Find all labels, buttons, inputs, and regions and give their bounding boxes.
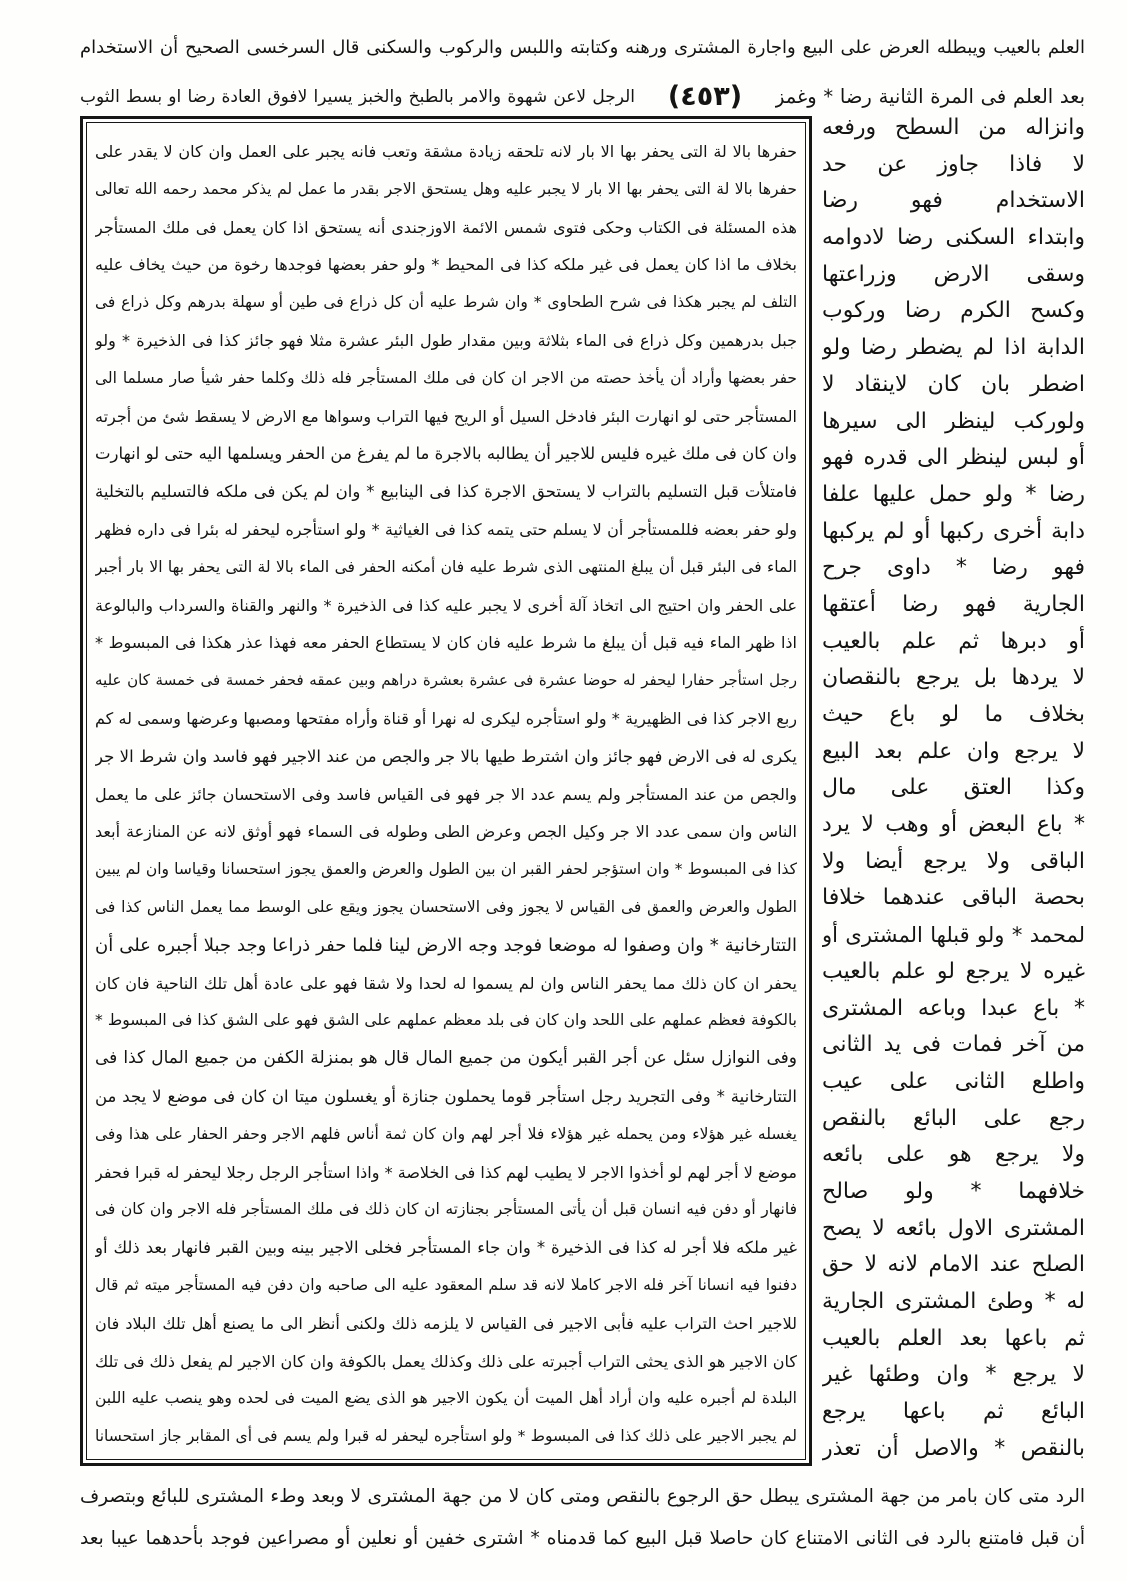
- main-text-line: التتارخانية * وفى التجريد رجل استأجر قوما يحملون جنازة أو يغسلون ميتا ان كان فى موضع لا يجد من: [95, 1086, 797, 1106]
- margin-text-line: أو لبس لينظر الى قدره فهو: [822, 445, 1085, 471]
- main-text-line: الطول والعرض والعمق فى القياس لا يجوز وفى الاستحسان يجوز ويقع على الوسط مما يعمل الناس كذا فى: [95, 897, 797, 916]
- main-text-line: التلف لم يجبر هكذا فى شرح الطحاوى * وان شرط عليه أن كل ذراع فى طين أو سهلة بدرهم وكل ذراع فى: [95, 293, 797, 312]
- main-text-line: رجل استأجر حفارا ليحفر له حوضا عشرة فى عشرة بعشرة دراهم وبين عمقه فحفر خمسة فى خمسة كان عليه: [95, 671, 797, 690]
- main-text-line: فامتلأت قبل التسليم بالتراب لا يستحق الاجرة كذا فى الينابيع * وان لم يكن فى ملكه فالتسليم بالتخلية: [95, 482, 797, 502]
- main-text-body: [95, 133, 797, 1456]
- margin-text-line: الجارية فهو رضا أعتقها: [822, 591, 1085, 617]
- main-text-line: موضع لا أجر لهم لو أخذوا الاجر لا يطيب لهم كذا فى الخلاصة * واذا استأجر الرجل رجلا ليحفر له قبرا فحفر: [95, 1162, 797, 1182]
- margin-text-line: وكذا العتق على مال: [822, 775, 1085, 801]
- main-text-line: وان كان فى ملك غيره فليس للاجير أن يطالبه بالاجرة ما لم يفرغ من الحفر ويسلمها اليه حتى لو انهارت: [95, 444, 797, 464]
- margin-text-line: وانزاله من السطح ورفعه: [822, 115, 1085, 140]
- header-line: العلم بالعيب ويبطله العرض على البيع واجارة المشترى ورهنه وكتابته واللبس والركوب والسكنى قال السرخسى الصحيح أن الاستخدام: [80, 37, 1085, 58]
- margin-text-line: الاستخدام فهو رضا: [822, 188, 1085, 214]
- margin-text-line: ولا يرجع هو على بائعه: [822, 1142, 1085, 1168]
- margin-text-line: بالنقص * والاصل أن تعذر: [822, 1435, 1085, 1461]
- margin-text-line: أو دبرها ثم علم بالعيب: [822, 628, 1085, 654]
- main-text-line: يحفر ان كان ذلك مما يحفر الناس وان لم يسموا له لحدا ولا شقا فهو على عادة أهل تلك الناحية فان كان: [95, 973, 797, 993]
- footer-line: أن قبل فامتنع بالرد فى الثانى الامتناع كان حاصلا قبل البيع كما قدمناه * اشترى خفين أو نعلين أو مصراعين فوجد بأحدهما عيبا بعد: [80, 1528, 1085, 1549]
- main-text-line: يغسله غير هؤلاء ومن يحمله غير هؤلاء فلا أجر لهم وان كان ثمة أناس فلهم الاجر وحفر الحفار على هذا وفى: [95, 1124, 797, 1143]
- margin-text-line: دابة أخرى ركبها أو لم يركبها: [822, 518, 1085, 544]
- margin-text-line: الصلح عند الامام لانه لا حق: [822, 1252, 1085, 1278]
- margin-text-line: * باع البعض أو وهب لا يرد: [822, 812, 1085, 838]
- main-text-line: البلدة لم أجبره عليه وان أراد أهل الميت أن يكون الاجير هو الذى يضع الميت فى لحده وهو ينصب عليه اللبن: [95, 1389, 797, 1408]
- main-text-line: والجص من عند المستأجر ولم يسم عدد الا جر فهو فى القياس فاسد وفى الاستحسان جائز على ما يعمل: [95, 784, 797, 804]
- margin-text-line: فهو رضا * داوى جرح: [822, 555, 1085, 581]
- main-text-line: كان الاجير هو الذى يحثى التراب أجبرته على ذلك وكذلك يعمل بالكوفة وان كان الاجير لم يفعل ذلك فى تلك: [95, 1351, 797, 1371]
- main-text-line: حفر بعضها وأراد أن يأخذ حصته من الاجر ان كان فى ملك المستأجر فله ذلك وكلما حفر شيأ صار مسلما الى: [95, 368, 797, 387]
- main-text-line: حفرها بالا لة التى يحفر بها الا بار لانه تلحقه زيادة مشقة وتعب فانه يجبر على العمل وان كان لا يقدر على: [95, 142, 797, 161]
- main-text-line: دفنوا فيه انسانا آخر فله الاجر كاملا لانه قد سلم المعقود عليه الى صاحبه وان دفن فيه المستأجر ميته ثم قال: [95, 1275, 797, 1294]
- main-text-line: ربع الاجر كذا فى الظهيرية * ولو استأجره ليكرى له نهرا أو قناة وأراه مفتحها ومصبها وعرضها وسمى له كم: [95, 708, 797, 728]
- main-text-line: التتارخانية * وان وصفوا له موضعا فوجد وجه الارض لينا فلما حفر ذراعا وجد جبلا أجبره على أن: [95, 934, 797, 956]
- margin-text-line: الدابة اذا لم يضطر رضا ولو: [822, 335, 1085, 361]
- main-text-line: لم يجبر الاجير على ذلك كذا فى المبسوط * ولو استأجره ليحفر له قبرا ولم يسم فى أى المقابر جاز استحسانا: [95, 1427, 797, 1446]
- margin-text-line: لا يرجع وان علم بعد البيع: [822, 738, 1085, 764]
- margin-text-line: * باع عبدا وباعه المشترى: [822, 995, 1085, 1021]
- main-text-line: بخلاف ما اذا كان يعمل فى غير ملكه كذا فى المحيط * ولو حفر بعضها فوجدها رخوة من حيث يخاف عليه: [95, 255, 797, 275]
- margin-text-line: وكسح الكرم رضا وركوب: [822, 298, 1085, 324]
- main-text-line: غير ملكه فلا أجر له كذا فى الذخيرة * وان جاء المستأجر فخلى الاجير بينه وبين القبر فانهار بعد ذلك أو: [95, 1238, 797, 1258]
- main-text-line: فانهار أو دفن فيه انسان قبل أن يأتى المستأجر بجنازته ان كان ذلك فى ملك المستأجر فله الاجر وان كان فى: [95, 1200, 797, 1219]
- margin-text-line: بحصة الباقى عندهما خلافا: [822, 885, 1085, 911]
- main-text-line: اذا ظهر الماء فيه قبل أن يبلغ ما شرط عليه فان كان لا يستطاع الحفر معه فهذا عذر هكذا فى المبسوط *: [95, 633, 797, 653]
- margin-text-line: واطلع الثانى على عيب: [822, 1068, 1085, 1094]
- margin-text-line: وابتداء السكنى رضا لادوامه: [822, 225, 1085, 251]
- margin-text-line: ولوركب لينظر الى سيرها: [822, 408, 1085, 434]
- margin-text-line: لا يرجع * وان وطئها غير: [822, 1362, 1085, 1388]
- margin-text-line: لمحمد * ولو قبلها المشترى أو: [822, 923, 1085, 948]
- footer-line: الرد متى كان بامر من جهة المشترى يبطل حق الرجوع بالنقص ومتى كان لا من جهة المشترى لا وبعد وطء المشترى للبائع وبتصرف: [80, 1486, 1085, 1507]
- margin-text-line: رضا * ولو حمل عليها علفا: [822, 481, 1085, 507]
- header-line-left-part: الرجل لاعن شهوة والامر بالطبخ والخبز يسيرا لافوق العادة رضا او بسط الثوب: [80, 87, 635, 107]
- margin-text-line: الباقى ولا يرجع أيضا ولا: [822, 848, 1085, 874]
- header-line-right-part: بعد العلم فى المرة الثانية رضا * وغمز: [775, 85, 1085, 108]
- main-text-frame: [80, 116, 812, 1466]
- margin-text-line: خلافهما * ولو صالح: [822, 1178, 1085, 1204]
- margin-text-line: وسقى الارض وزراعتها: [822, 261, 1085, 287]
- margin-text-line: البائع ثم باعها يرجع: [822, 1399, 1085, 1425]
- main-text-line: يكرى له فى الارض فهو جائز وان اشترط طيها بالا جر والجص من عند الاجير فهو فاسد وان شرط الا جر: [95, 746, 797, 766]
- margin-text-line: بخلاف ما لو باع حيث: [822, 702, 1085, 727]
- main-text-line: حفرها بالا لة التى يحفر بها الا بار لا يجبر عليه وهل يستحق الاجر بقدر ما عمل لم يذكر محمد رحمه الله تعالى: [95, 179, 797, 198]
- margin-text-line: اضطر بان كان لاينقاد لا: [822, 371, 1085, 397]
- main-text-line: المستأجر حتى لو انهارت البئر فادخل السيل أو الريح فيها التراب وسواها مع الارض لا يسقط شئ من أجرته: [95, 406, 797, 426]
- main-text-line: على الحفر وان احتيج الى اتخاذ آلة أخرى لا يجبر عليه كذا فى الذخيرة * والنهر والقناة والسرداب والبالوعة: [95, 595, 797, 615]
- margin-text-line: لا فاذا جاوز عن حد: [822, 151, 1085, 177]
- main-text-line: وفى النوازل سئل عن أجر القبر أيكون من جميع المال قال هو بمنزلة الكفن من جميع المال كذا فى: [95, 1048, 797, 1069]
- main-text-line: الناس وان سمى عدد الا جر وكيل الجص وعرض الطى وطوله فى السماء فهو أوثق لانه عن المنازعة أبعد: [95, 822, 797, 842]
- main-text-line: جبل بدرهمين وكل ذراع فى الماء بثلاثة وبين مقدار طول البئر عشرة مثلا فهو جائز كذا فى الذخيرة * ولو: [95, 330, 797, 350]
- main-text-line: بالكوفة فعظم عملهم على اللحد وان كان فى بلد معظم عملهم على الشق فهو على الشق كذا فى المبسوط *: [95, 1011, 797, 1030]
- margin-text-line: ثم باعها بعد العلم بالعيب: [822, 1325, 1085, 1351]
- main-text-line: للاجير احث التراب عليه فأبى الاجير فى القياس لا يلزمه ذلك ولكنى أنظر الى ما يصنع أهل تلك البلاد فان: [95, 1313, 797, 1333]
- main-text-line: كذا فى المبسوط * وان استؤجر لحفر القبر ان بين الطول والعرض والعمق يجوز استحسانا وقياسا وان لم يبين: [95, 860, 797, 879]
- main-text-line: هذه المسئلة فى الكتاب وحكى فتوى شمس الائمة الاوزجندى أنه يستحق اذا كان يعمل فى ملك المستأجر: [95, 217, 797, 237]
- margin-column: [822, 110, 1085, 1467]
- margin-text-line: من آخر فمات فى يد الثانى: [822, 1032, 1085, 1058]
- margin-text-line: رجع على البائع بالنقص: [822, 1105, 1085, 1131]
- margin-text-line: له * وطئ المشترى الجارية: [822, 1289, 1085, 1314]
- page-number: (٤٥٣): [667, 81, 743, 112]
- main-text-line: الماء فى البئر قبل أن يبلغ المنتهى الذى شرط عليه فان أمكنه الحفر فى الماء بالا لة التى يحفر بها الا بار أجبر: [95, 557, 797, 576]
- margin-text-line: غيره لا يرجع لو علم بالعيب: [822, 958, 1085, 984]
- margin-text-line: لا يردها بل يرجع بالنقصان: [822, 665, 1085, 691]
- margin-text-line: المشترى الاول بائعه لا يصح: [822, 1215, 1085, 1241]
- main-text-line: ولو حفر بعضه فللمستأجر أن لا يسلم حتى يتمه كذا فى الغياثية * ولو استأجره ليحفر له بئرا فى داره فظهر: [95, 519, 797, 539]
